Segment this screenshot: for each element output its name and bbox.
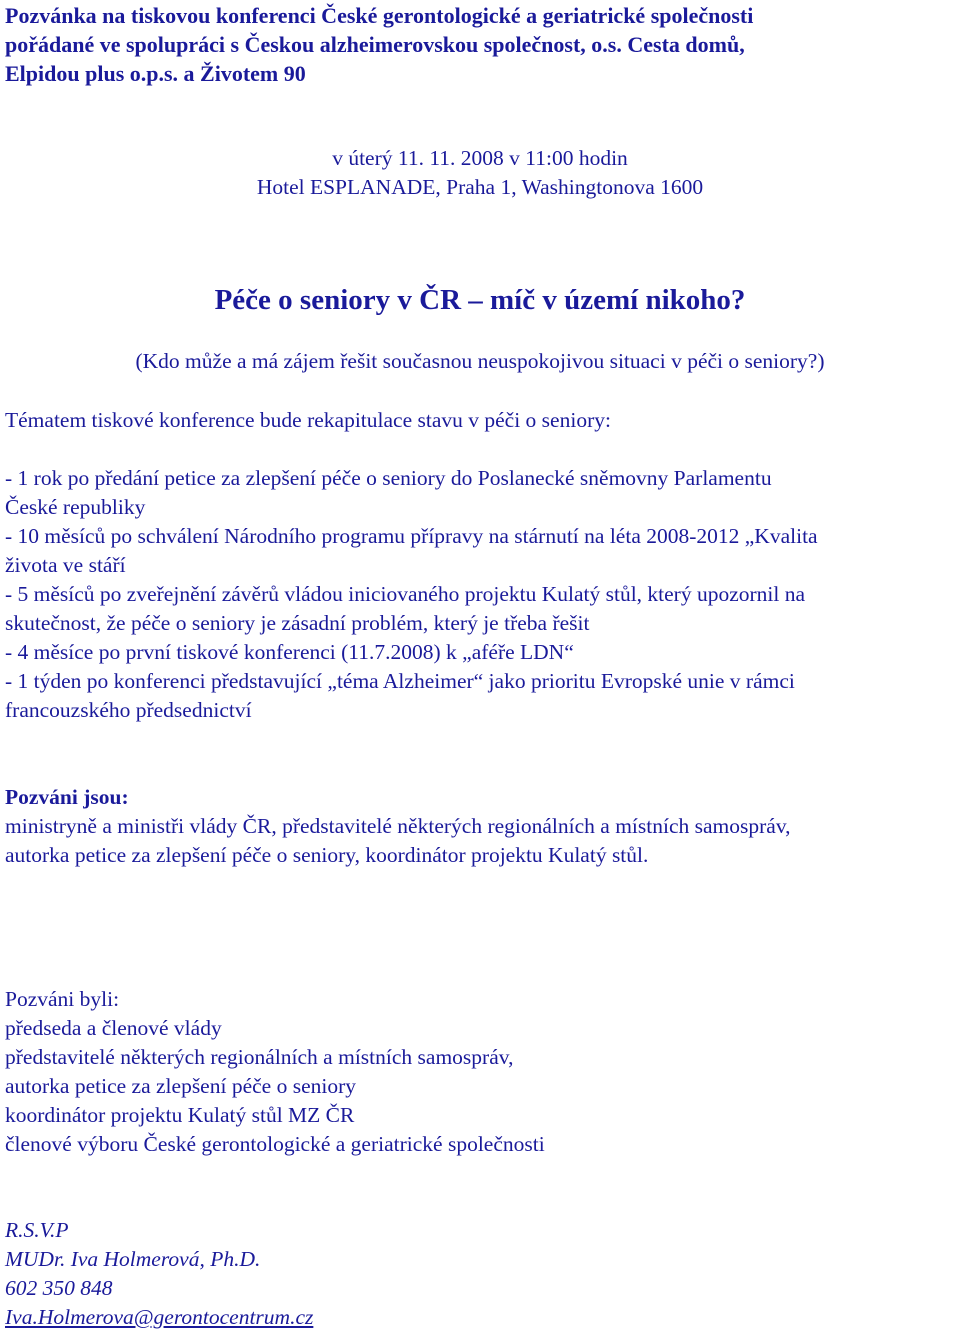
- conference-title: Péče o seniory v ČR – míč v území nikoho?: [214, 284, 746, 316]
- topic-line: francouzského předsednictví: [5, 698, 252, 722]
- invitation-header-line-3: Elpidou plus o.p.s. a Životem 90: [5, 61, 306, 86]
- invited-heading: Pozváni jsou:: [5, 785, 129, 809]
- topic-line: - 5 měsíců po zveřejnění závěrů vládou iniciovaného projektu Kulatý stůl, který upozornil na: [5, 582, 806, 606]
- contact-phone: 602 350 848: [5, 1276, 113, 1300]
- invited-line: autorka petice za zlepšení péče o seniory, koordinátor projektu Kulatý stůl.: [5, 843, 649, 867]
- were-invited-line: předseda a členové vlády: [5, 1016, 222, 1040]
- were-invited-heading: Pozváni byli:: [5, 987, 120, 1011]
- topic-line: - 1 rok po předání petice za zlepšení péče o seniory do Poslanecké sněmovny Parlamentu: [5, 466, 772, 490]
- contact-email-wrapper: [5, 1307, 313, 1329]
- topic-line: - 1 týden po konferenci představující „téma Alzheimer“ jako prioritu Evropské unie v rámci: [5, 669, 795, 693]
- event-date: v úterý 11. 11. 2008 v 11:00 hodin: [332, 146, 628, 170]
- were-invited-line: koordinátor projektu Kulatý stůl MZ ČR: [5, 1103, 355, 1127]
- event-venue: Hotel ESPLANADE, Praha 1, Washingtonova 1600: [256, 175, 704, 199]
- conference-subtitle: (Kdo může a má zájem řešit současnou neuspokojivou situaci v péči o seniory?): [135, 349, 825, 373]
- topic-heading: Tématem tiskové konference bude rekapitulace stavu v péči o seniory:: [5, 408, 611, 432]
- topic-line: skutečnost, že péče o seniory je zásadní problém, který je třeba řešit: [5, 611, 590, 635]
- contact-name: MUDr. Iva Holmerová, Ph.D.: [5, 1247, 261, 1271]
- topic-line: - 10 měsíců po schválení Národního programu přípravy na stárnutí na léta 2008-2012 „Kvalita: [5, 524, 818, 548]
- were-invited-line: představitelé některých regionálních a místních samospráv,: [5, 1045, 514, 1069]
- were-invited-line: členové výboru České gerontologické a geriatrické společnosti: [5, 1132, 545, 1156]
- topic-line: České republiky: [5, 495, 146, 519]
- were-invited-line: autorka petice za zlepšení péče o seniory: [5, 1074, 356, 1098]
- contact-email-link[interactable]: Iva.Holmerova@gerontocentrum.cz: [5, 1305, 314, 1329]
- invitation-header-line-1: Pozvánka na tiskovou konferenci České gerontologické a geriatrické společnosti: [5, 3, 754, 28]
- rsvp-label: R.S.V.P: [5, 1218, 69, 1242]
- topic-line: života ve stáří: [5, 553, 126, 577]
- invited-line: ministryně a ministři vlády ČR, představitelé některých regionálních a místních samospráv,: [5, 814, 791, 838]
- invitation-header-line-2: pořádané ve spolupráci s Českou alzheimerovskou společnost, o.s. Cesta domů,: [5, 32, 745, 57]
- topic-line: - 4 měsíce po první tiskové konferenci (11.7.2008) k „aféře LDN“: [5, 640, 574, 664]
